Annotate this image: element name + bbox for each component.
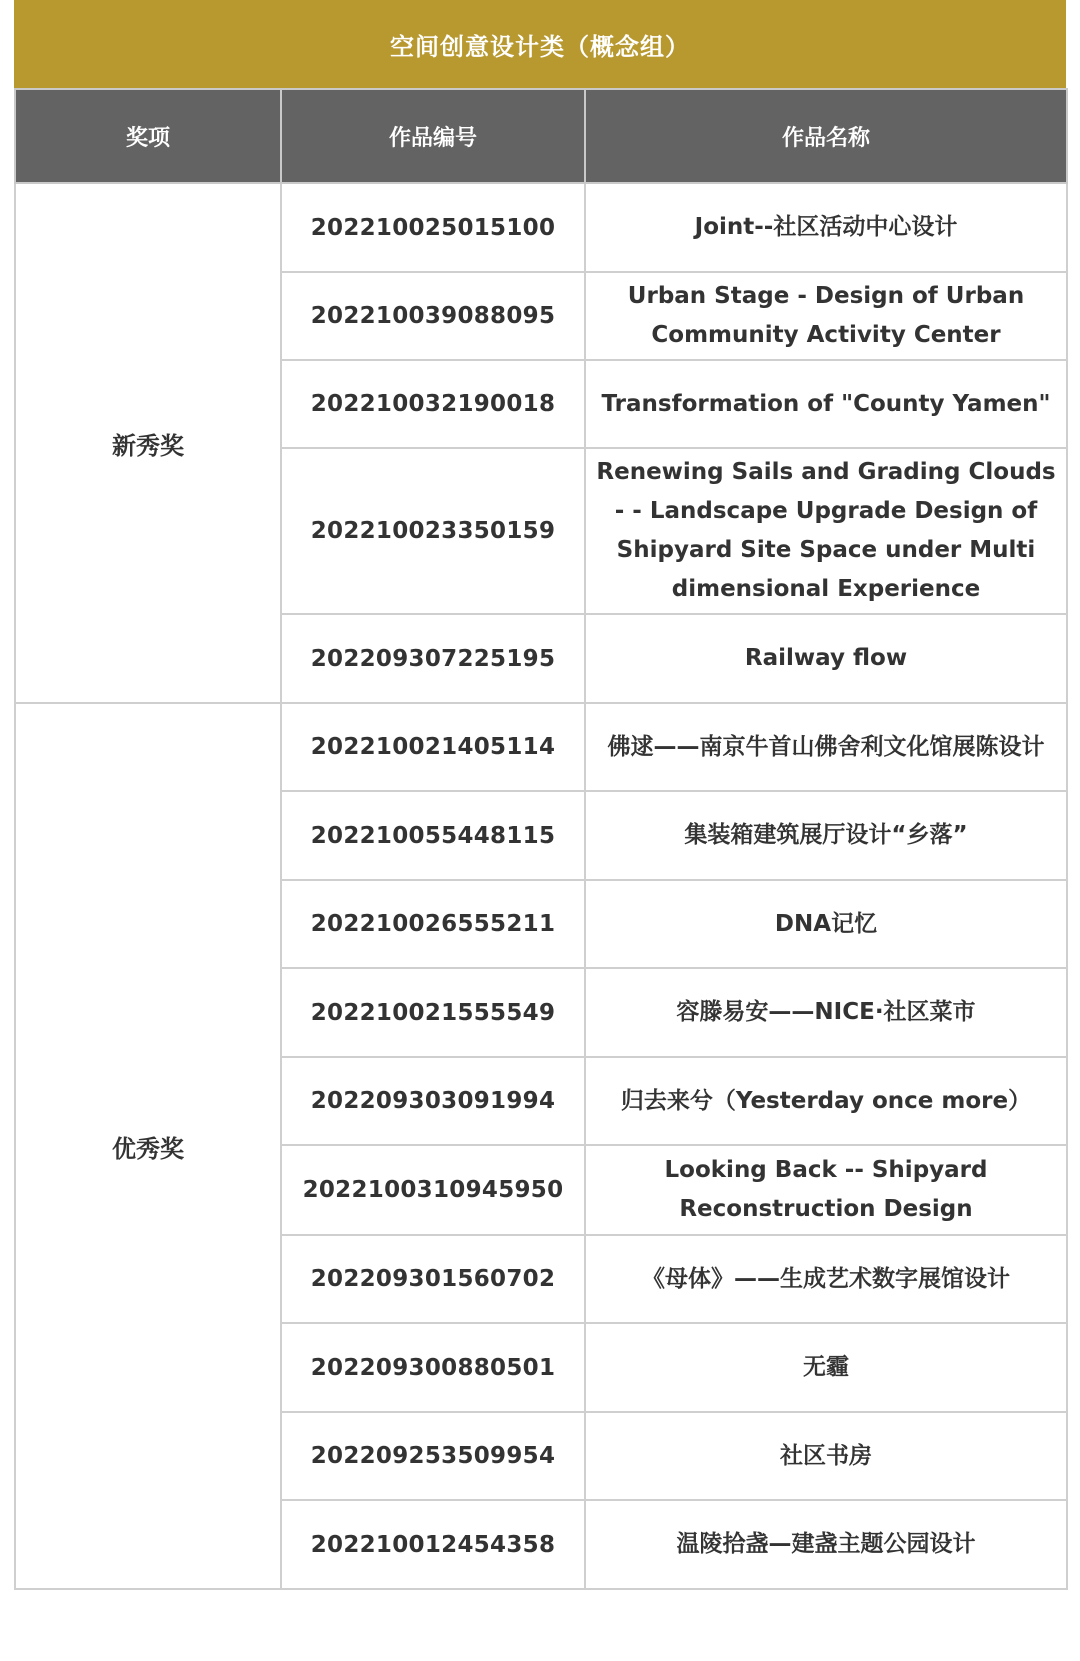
category-title: 空间创意设计类（概念组） — [390, 32, 690, 61]
work-code-cell: 202210032190018 — [281, 360, 585, 448]
header-name: 作品名称 — [585, 89, 1067, 183]
work-code-cell: 202210026555211 — [281, 880, 585, 968]
work-name-cell: Urban Stage - Design of Urban Community Activity Center — [585, 272, 1067, 360]
table-row — [15, 183, 1067, 272]
work-code-cell: 202209307225195 — [281, 614, 585, 703]
table-header-row — [15, 89, 1067, 183]
work-name-cell: Railway flow — [585, 614, 1067, 703]
work-code-cell: 202209300880501 — [281, 1323, 585, 1412]
award-cell: 新秀奖 — [15, 183, 281, 703]
work-code-cell: 2022100310945950 — [281, 1145, 585, 1235]
table-row — [15, 703, 1067, 791]
work-name-cell: Joint--社区活动中心设计 — [585, 183, 1067, 272]
table-body — [15, 183, 1067, 1589]
category-title-bar — [14, 0, 1066, 88]
award-table — [14, 88, 1068, 1590]
work-code-cell: 202209301560702 — [281, 1235, 585, 1323]
work-code-cell: 202210039088095 — [281, 272, 585, 360]
work-code-cell: 202210021405114 — [281, 703, 585, 791]
work-name-cell: 容滕易安——NICE·社区菜市 — [585, 968, 1067, 1057]
work-name-cell: 佛逑——南京牛首山佛舍利文化馆展陈设计 — [585, 703, 1067, 791]
header-award: 奖项 — [15, 89, 281, 183]
work-code-cell: 202210023350159 — [281, 448, 585, 614]
work-code-cell: 202210021555549 — [281, 968, 585, 1057]
work-code-cell: 202209253509954 — [281, 1412, 585, 1500]
work-name-cell: Looking Back -- Shipyard Reconstruction Design — [585, 1145, 1067, 1235]
award-cell: 优秀奖 — [15, 703, 281, 1589]
work-name-cell: 社区书房 — [585, 1412, 1067, 1500]
work-name-cell: 《母体》——生成艺术数字展馆设计 — [585, 1235, 1067, 1323]
work-code-cell: 202210012454358 — [281, 1500, 585, 1589]
work-code-cell: 202210025015100 — [281, 183, 585, 272]
work-code-cell: 202209303091994 — [281, 1057, 585, 1145]
work-name-cell: 归去来兮（Yesterday once more） — [585, 1057, 1067, 1145]
header-code: 作品编号 — [281, 89, 585, 183]
work-name-cell: Transformation of "County Yamen" — [585, 360, 1067, 448]
work-name-cell: DNA记忆 — [585, 880, 1067, 968]
award-list-sheet — [14, 0, 1066, 1590]
work-name-cell: 集装箱建筑展厅设计“乡落” — [585, 791, 1067, 880]
work-name-cell: 无霾 — [585, 1323, 1067, 1412]
work-code-cell: 202210055448115 — [281, 791, 585, 880]
work-name-cell: 温陵拾盏—建盏主题公园设计 — [585, 1500, 1067, 1589]
work-name-cell: Renewing Sails and Grading Clouds - - Landscape Upgrade Design of Shipyard Site Space under Multi dimensional Experience — [585, 448, 1067, 614]
